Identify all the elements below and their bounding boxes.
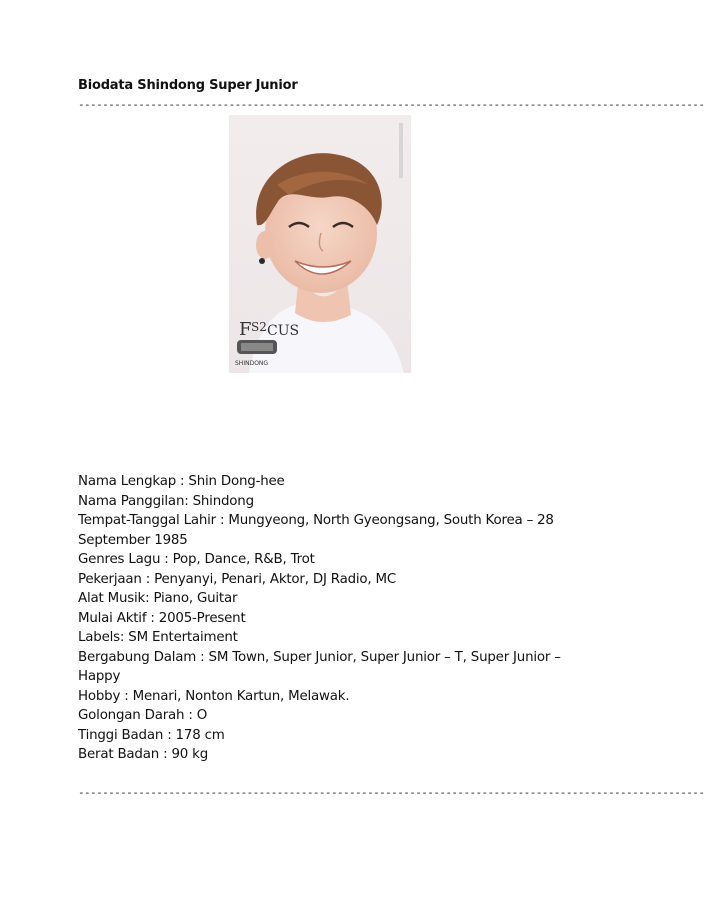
focus-logo-number: S2 bbox=[251, 320, 267, 334]
document-title: Biodata Shindong Super Junior bbox=[78, 78, 298, 93]
bio-full-name: Nama Lengkap : Shin Dong-hee bbox=[78, 474, 285, 489]
profile-photo bbox=[229, 115, 411, 373]
bio-section bbox=[78, 472, 568, 765]
bio-years-active: Mulai Aktif : 2005-Present bbox=[78, 610, 246, 626]
bio-labels: Labels: SM Entertaiment bbox=[78, 630, 238, 645]
portrait-illustration bbox=[229, 115, 411, 373]
photo-caption: SHINDONG bbox=[235, 360, 269, 367]
bottom-divider: -------------------------------------------------------------------------------------------------------- bbox=[78, 786, 704, 799]
bio-associated-acts: Bergabung Dalam : SM Town, Super Junior, Super Junior – T, Super Junior – Happy bbox=[78, 649, 561, 684]
bio-hobby: Hobby : Menari, Nonton Kartun, Melawak. bbox=[78, 688, 350, 704]
bio-weight: Berat Badan : 90 kg bbox=[78, 747, 209, 762]
focus-logo-cus: CUS bbox=[267, 323, 300, 339]
bio-nickname: Nama Panggilan: Shindong bbox=[78, 493, 254, 509]
bio-height: Tinggi Badan : 178 cm bbox=[78, 727, 225, 743]
bio-birth: Tempat-Tanggal Lahir : Mungyeong, North Gyeongsang, South Korea – 28 September 1985 bbox=[78, 513, 554, 548]
top-divider: -------------------------------------------------------------------------------------------------------- bbox=[78, 98, 704, 111]
bio-blood-type: Golongan Darah : O bbox=[78, 708, 208, 723]
bio-instruments: Alat Musik: Piano, Guitar bbox=[78, 591, 238, 606]
bio-occupation: Pekerjaan : Penyanyi, Penari, Aktor, DJ Radio, MC bbox=[78, 571, 397, 587]
bio-genres: Genres Lagu : Pop, Dance, R&B, Trot bbox=[78, 552, 315, 567]
focus-logo-f: F bbox=[239, 319, 252, 340]
